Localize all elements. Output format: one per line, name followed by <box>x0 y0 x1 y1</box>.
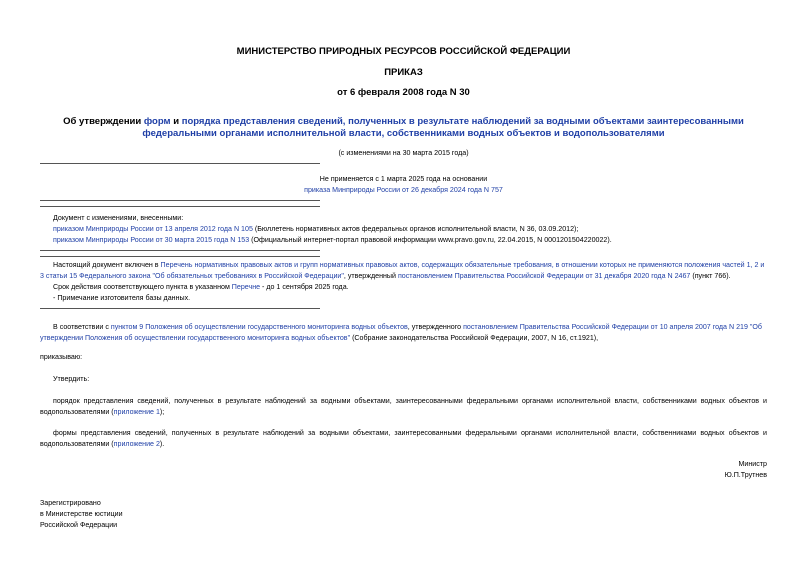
preamble-link-clause[interactable]: пунктом 9 Положения об осуществлении государственного мониторинга водных объектов <box>110 323 408 331</box>
title-link-order[interactable]: порядка представления сведений, полученных в результате наблюдений за водными объектами заинтересованными федеральными органами исполнительной власти, собственниками водных объектов и водопользователями <box>142 116 744 139</box>
changes-intro: Документ с изменениями, внесенными: <box>53 214 184 222</box>
item1-text: порядок представления сведений, полученных в результате наблюдений за водными объектами, заинтересованными федеральными органами исполнительной власти, собственниками водных объектов и водопользователями ( <box>40 397 767 416</box>
notice-text-1: Настоящий документ включен в <box>53 261 161 269</box>
divider <box>40 163 320 164</box>
database-note: - Примечание изготовителя базы данных. <box>53 294 191 302</box>
preamble-text-1: В соответствии с <box>53 323 111 331</box>
preamble-text-3: (Собрание законодательства Российской Федерации, 2007, N 16, ст.1921), <box>350 334 599 342</box>
notice-paragraph <box>40 260 767 282</box>
item1-end: ); <box>159 408 165 416</box>
notice-text-3: (пункт 766). <box>690 272 731 280</box>
ministry-heading: МИНИСТЕРСТВО ПРИРОДНЫХ РЕСУРСОВ РОССИЙСКОЙ ФЕДЕРАЦИИ <box>236 46 571 57</box>
title-and: и <box>170 116 182 127</box>
preamble-link-decree[interactable]: постановлением Правительства Российской Федерации от 10 апреля 2007 года N 219 "Об утверждении Положения об осуществлении государственного мониторинга водных объектов" <box>40 323 762 342</box>
registration-line-2: в Министерстве юстиции <box>40 510 123 518</box>
divider <box>40 200 320 201</box>
notice-link-decree[interactable]: постановлением Правительства Российской Федерации от 31 декабря 2020 года N 2467 <box>397 272 691 280</box>
changes-item-2 <box>53 235 773 246</box>
appendix-1-link[interactable]: приложение 1 <box>113 408 160 416</box>
divider <box>40 256 320 257</box>
signature-position: Министр <box>738 460 767 468</box>
title-link-forms[interactable]: форм <box>143 116 171 127</box>
divider <box>40 308 320 309</box>
title-prefix: Об утверждении <box>63 116 144 127</box>
term-text-2: - до 1 сентября 2025 года. <box>260 283 349 291</box>
edition-note: (с изменениями на 30 марта 2015 года) <box>338 149 469 157</box>
validity-line: Не применяется с 1 марта 2025 года на основании <box>319 175 488 183</box>
registration-line-3: Российской Федерации <box>40 521 118 529</box>
signature-name: Ю.П.Трутнев <box>724 471 767 479</box>
validity-link-wrap <box>0 185 807 196</box>
registration-line-1: Зарегистрировано <box>40 499 101 507</box>
document-date: от 6 февраля 2008 года N 30 <box>337 87 470 98</box>
divider <box>40 206 320 207</box>
orders-text: приказываю: <box>40 353 83 361</box>
changes-text-1: (Бюллетень нормативных актов федеральных органов исполнительной власти, N 36, 03.09.2012); <box>252 225 579 233</box>
changes-item-1 <box>53 224 773 235</box>
appendix-2-link[interactable]: приложение 2 <box>113 440 160 448</box>
term-link[interactable]: Перечне <box>231 283 261 291</box>
changes-text-2: (Официальный интернет-портал правовой информации www.pravo.gov.ru, 22.04.2015, N 0001201504220022). <box>249 236 612 244</box>
item2-text: формы представления сведений, полученных в результате наблюдений за водными объектами, заинтересованными федеральными органами исполнительной власти, собственниками водных объектов и водопользователями ( <box>40 429 767 448</box>
document-type: ПРИКАЗ <box>384 67 423 78</box>
approve-text: Утвердить: <box>53 375 90 383</box>
approve-item-2 <box>40 428 767 450</box>
notice-link-list[interactable]: Перечень нормативных правовых актов и групп нормативных правовых актов, содержащих обязательные требования, в отношении которых не применяются положения частей 1, 2 и 3 статьи 15 Федерального закона "Об обязательных требованиях в Российской Федерации" <box>40 261 765 280</box>
changes-link-2[interactable]: приказом Минприроды России от 30 марта 2015 года N 153 <box>53 236 250 244</box>
validity-link[interactable]: приказа Минприроды России от 26 декабря 2024 года N 757 <box>304 186 503 194</box>
changes-link-1[interactable]: приказом Минприроды России от 13 апреля 2012 года N 105 <box>53 225 253 233</box>
item2-end: ). <box>159 440 165 448</box>
divider <box>40 250 320 251</box>
document-title <box>40 116 767 140</box>
approve-item-1 <box>40 396 767 418</box>
notice-text-2: , утвержденный <box>343 272 398 280</box>
preamble <box>40 322 767 344</box>
preamble-text-2: , утвержденного <box>407 323 464 331</box>
term-text-1: Срок действия соответствующего пункта в указанном <box>53 283 232 291</box>
notice-term <box>53 282 349 293</box>
